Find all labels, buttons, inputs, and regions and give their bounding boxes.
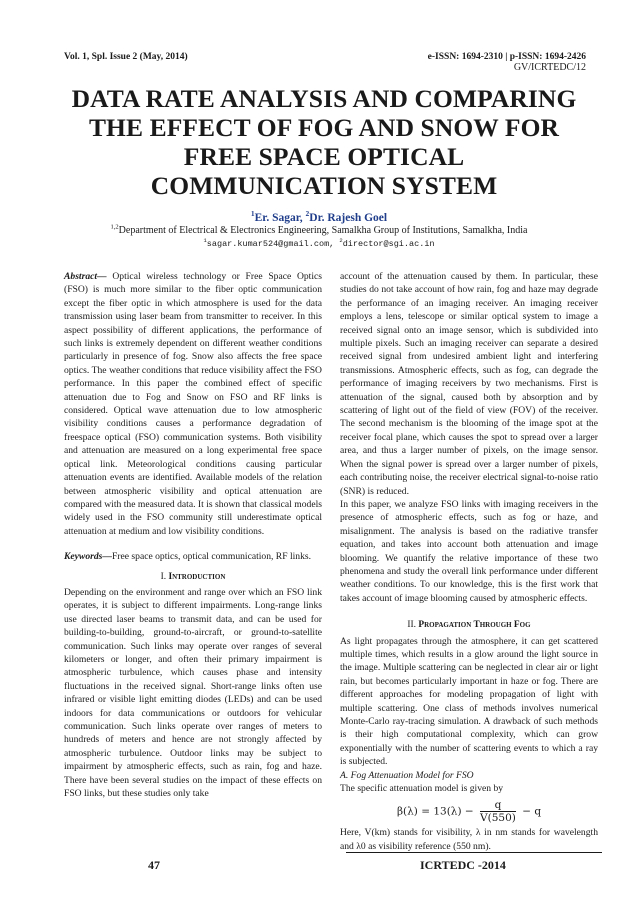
author-emails	[0, 239, 638, 249]
title-line: COMMUNICATION SYSTEM	[150, 171, 498, 200]
email-sup: 1	[203, 237, 207, 245]
section-title: Introduction	[168, 571, 226, 582]
subsection-heading: A. Fog Attenuation Model for FSO	[340, 769, 474, 781]
footer-divider	[346, 852, 602, 853]
affiliation	[0, 225, 638, 236]
author-list	[0, 209, 638, 224]
author-sup: 2	[305, 209, 310, 219]
author-sup: 1	[250, 209, 255, 219]
abstract-label: Abstract—	[64, 271, 107, 282]
abstract-text: Optical wireless technology or Free Space Optics (FSO) is much more similar to the fiber optic communication except the fiber optic in which atmosphere is used for the data transmission using laser beam from transmitter to receiver. In this aspect possibility of different applications, the performance of such links is extremely dependent on different weather conditions particularly in presence of fog. Snow also affects the free space optics. The weather conditions that reduce visibility affect the FSO performance. In this paper the combined effect of specific attenuation due to Fog and Snow on FSO and RF links is considered. Optical wave attenuation due to low atmospheric visibility conditions causes a performance degradation of freespace optical (FSO) communication systems. Both visibility and attenuation are measured on a long experimental free space optical link. Meteorological conditions causing particular attenuation events are identified. Available models of the relation between atmospheric visibility and optical attenuation are compared with the measured data. It is shown that classical models widely used in the FSO community still underestimate optical attenuation at medium and low visibility conditions.	[64, 271, 322, 537]
title-line: DATA RATE ANALYSIS AND COMPARING	[71, 84, 577, 113]
equation-fraction	[480, 799, 516, 824]
section-heading-introduction	[64, 571, 322, 584]
paper-title	[40, 84, 608, 200]
keywords-text: Free space optics, optical communication, RF links.	[111, 551, 312, 563]
right-column	[340, 270, 598, 853]
introduction-text: Depending on the environment and range over which an FSO link operates, it is subject to different impairments. Long-range links use directed laser beams to transmit data, and can be used for building-to-building, ground-to-aircraft, or ground-to-satellite communication. Such links may operate over ranges of several kilometers or longer, and often their primary impairment is atmospheric turbulence, which causes phase and intensity fluctuations in the received signal. Short-range links often use infrared or visible light emitting diodes (LEDs) and can be used indoors for data communications or outdoors for vehicular communication. Such links operate over ranges of meters to hundreds of meters and hence are not strongly affected by atmospheric turbulence. Outdoor links may be subject to impairment by atmospheric effects, such as rain, fog and haze. There have been several studies on the impact of these effects on FSO links, but these studies only take	[64, 586, 322, 800]
section-number: II.	[407, 620, 419, 631]
email-sup: 2	[339, 237, 343, 245]
journal-volume: Vol. 1, Spl. Issue 2 (May, 2014)	[64, 52, 188, 62]
author-name: Er. Sagar,	[254, 212, 306, 224]
page-number: 47	[148, 858, 160, 872]
section-title: Propagation Through Fog	[418, 620, 531, 631]
issn-header	[428, 52, 586, 73]
keywords	[64, 550, 322, 563]
abstract	[64, 270, 322, 538]
equation-lhs: β(λ) = 13(λ) −	[396, 805, 474, 818]
title-line: FREE SPACE OPTICAL	[183, 142, 465, 171]
affiliation-text: Department of Electrical & Electronics Engineering, Samalkha Group of Institutions, Samalkha, India	[118, 225, 528, 236]
left-column	[64, 270, 322, 800]
paragraph: In this paper, we analyze FSO links with imaging receivers in the presence of atmospheric effects, such as fog or haze, and misalignment. The analysis is based on the radiative transfer equation, and takes into account both attenuation and image blooming. We quantify the relative importance of these two phenomena and study the overall link performance under different weather conditions. To our knowledge, this is the first work that takes account of image blooming caused by atmospheric effects.	[340, 498, 598, 604]
attenuation-equation	[340, 799, 598, 824]
equation-denominator: V(550)	[480, 812, 516, 825]
section-number: I.	[160, 571, 169, 582]
email-link[interactable]: sagar.kumar524@gmail.com,	[206, 239, 340, 249]
keywords-label: Keywords—	[64, 551, 112, 563]
equation-explanation: Here, V(km) stands for visibility, λ in nm stands for wavelength and λ0 as visibility reference (550 nm).	[340, 827, 598, 852]
email-link[interactable]: director@sgi.ac.in	[342, 239, 435, 249]
affiliation-sup: 1,2	[110, 223, 119, 231]
paper-code: GV/ICRTEDC/12	[513, 62, 586, 73]
equation-rhs: − q	[522, 805, 542, 818]
issn-line: e-ISSN: 1694-2310 | p-ISSN: 1694-2426	[427, 52, 586, 62]
section-heading-propagation	[340, 619, 598, 632]
paragraph: account of the attenuation caused by them. In particular, these studies do not take account of how rain, fog and haze may degrade the performance of an imaging receiver. An imaging receiver employs a lens, telescope or similar optical system to image a received signal onto an image sensor, which is subdivided into multiple pixels. Such an imaging receiver can separate a desired received signal from undesired ambient light and interfering transmissions. Atmospheric effects, such as fog, can degrade the performance of imaging receivers by two mechanisms. First is attenuation of the signal, caused both by absorption and by scattering of light out of the field of view (FOV) of the receiver. The second mechanism is the blooming of the image spot at the receiver focal plane, which causes the spot to spread over a larger area, and thus a larger number of pixels, on the image sensor. When the signal power is spread over a larger number of pixels, each contributing noise, the receiver electrical signal-to-noise ratio (SNR) is reduced.	[340, 271, 598, 497]
propagation-text: As light propagates through the atmosphere, it can get scattered multiple times, which results in a glow around the light source in the image. Multiple scattering can be neglected in clear air or light rain, but becomes particularly important in haze or fog. There are different approaches for modeling propagation of light with multiple scattering. One class of methods involves numerical Monte-Carlo ray-tracing simulation. A drawback of such methods is their high computational complexity, which can grow exponentially with the number of scattering events to which a ray is subjected.	[340, 635, 598, 768]
conference-name: ICRTEDC -2014	[420, 858, 506, 872]
title-line: THE EFFECT OF FOG AND SNOW FOR	[88, 113, 560, 142]
equation-numerator: q	[480, 799, 516, 812]
author-name: Dr. Rajesh Goel	[309, 212, 388, 224]
equation-intro: The specific attenuation model is given by	[340, 783, 504, 795]
